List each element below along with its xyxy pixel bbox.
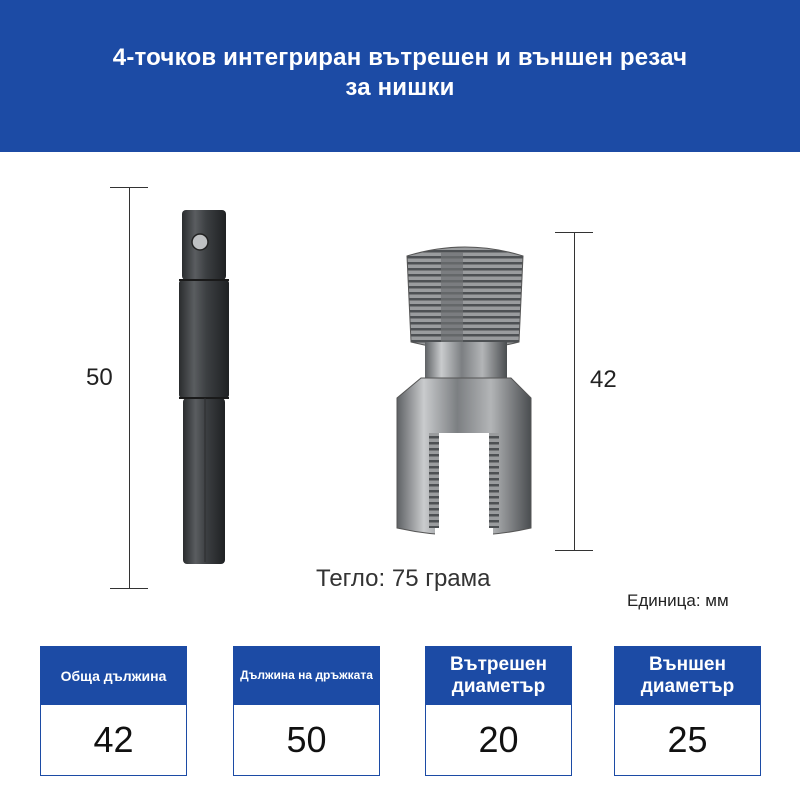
shank-dim-label: 50: [86, 364, 113, 391]
spec-card-outer-diameter: [614, 646, 761, 776]
spec-card-total-length: [40, 646, 187, 776]
spec-value: 25: [667, 719, 708, 760]
spec-card-inner-diameter: [425, 646, 572, 776]
shank-dim-bottom-cap: [110, 588, 148, 589]
title-line-1: 4-точков интегриран вътрешен и външен резач: [112, 44, 688, 71]
cutter-dim-bottom-cap: [555, 550, 593, 551]
weight-text: Тегло: 75 грама: [316, 565, 491, 592]
title-banner: [0, 0, 800, 152]
cutter-dim-line: [574, 232, 575, 550]
spec-card-handle-length: [233, 646, 380, 776]
spec-label: Външен диаметър: [615, 647, 760, 705]
thread-cutter-image: [385, 238, 545, 543]
title-line-2: за нишки: [345, 74, 455, 101]
unit-text: Единица: мм: [627, 591, 729, 610]
shank-dim-line: [129, 187, 130, 588]
cutter-dim-label: 42: [590, 366, 617, 393]
shank-adapter-image: [170, 200, 240, 575]
spec-label: Вътрешен диаметър: [426, 647, 571, 705]
spec-value: 50: [286, 719, 327, 760]
spec-value: 42: [93, 719, 134, 760]
spec-label: Обща дължина: [41, 647, 186, 705]
spec-label: Дължина на дръжката: [234, 647, 379, 705]
spec-value: 20: [478, 719, 519, 760]
